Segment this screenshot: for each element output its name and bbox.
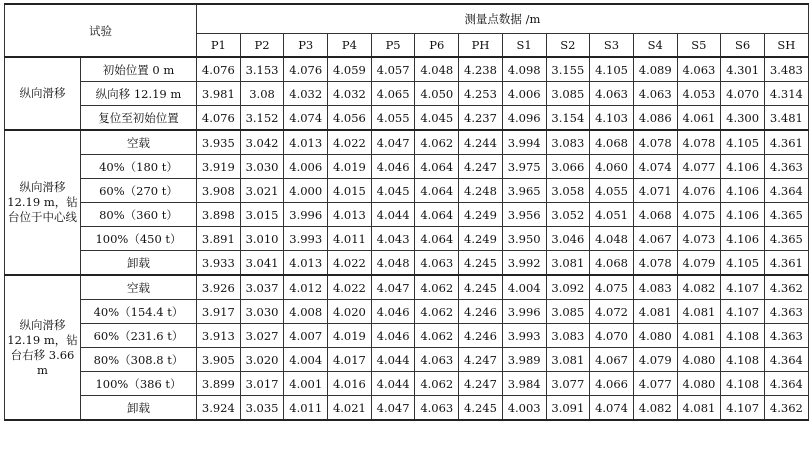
- value-cell: 4.011: [284, 396, 328, 421]
- value-cell: 4.007: [284, 324, 328, 348]
- value-cell: 4.063: [415, 396, 459, 421]
- point-header-p6: P6: [415, 34, 459, 58]
- value-cell: 4.011: [328, 227, 372, 251]
- value-cell: 4.061: [677, 106, 721, 131]
- value-cell: 4.081: [677, 324, 721, 348]
- value-cell: 4.017: [328, 348, 372, 372]
- table-row: [5, 106, 809, 131]
- value-cell: 4.107: [721, 275, 765, 300]
- value-cell: 3.037: [240, 275, 284, 300]
- value-cell: 3.908: [197, 179, 241, 203]
- value-cell: 4.246: [459, 324, 503, 348]
- value-cell: 3.992: [502, 251, 546, 276]
- value-cell: 4.106: [721, 203, 765, 227]
- value-cell: 4.106: [721, 179, 765, 203]
- group-label: 纵向滑移: [5, 57, 81, 130]
- value-cell: 4.314: [764, 82, 808, 106]
- condition-cell: 100%（386 t）: [81, 372, 197, 396]
- value-cell: 4.044: [371, 372, 415, 396]
- value-cell: 4.105: [721, 130, 765, 155]
- value-cell: 4.076: [197, 106, 241, 131]
- value-cell: 4.105: [721, 251, 765, 276]
- value-cell: 4.062: [415, 300, 459, 324]
- value-cell: 3.935: [197, 130, 241, 155]
- value-cell: 3.996: [284, 203, 328, 227]
- value-cell: 4.063: [415, 251, 459, 276]
- value-cell: 4.364: [764, 372, 808, 396]
- value-cell: 4.045: [371, 179, 415, 203]
- value-cell: 4.076: [677, 179, 721, 203]
- value-cell: 3.924: [197, 396, 241, 421]
- value-cell: 4.013: [328, 203, 372, 227]
- value-cell: 3.010: [240, 227, 284, 251]
- value-cell: 4.063: [633, 82, 677, 106]
- value-cell: 4.070: [721, 82, 765, 106]
- value-cell: 4.046: [371, 324, 415, 348]
- value-cell: 4.074: [633, 155, 677, 179]
- value-cell: 4.064: [415, 227, 459, 251]
- value-cell: 4.022: [328, 275, 372, 300]
- condition-cell: 40%（154.4 t）: [81, 300, 197, 324]
- value-cell: 4.064: [415, 179, 459, 203]
- value-cell: 4.006: [502, 82, 546, 106]
- value-cell: 4.247: [459, 348, 503, 372]
- value-cell: 4.106: [721, 155, 765, 179]
- table-header: [5, 4, 809, 57]
- value-cell: 4.073: [677, 227, 721, 251]
- value-cell: 4.365: [764, 203, 808, 227]
- value-cell: 4.245: [459, 396, 503, 421]
- value-cell: 3.021: [240, 179, 284, 203]
- value-cell: 3.08: [240, 82, 284, 106]
- value-cell: 3.933: [197, 251, 241, 276]
- value-cell: 3.965: [502, 179, 546, 203]
- value-cell: 4.080: [633, 324, 677, 348]
- value-cell: 4.246: [459, 300, 503, 324]
- table-row: [5, 203, 809, 227]
- value-cell: 4.253: [459, 82, 503, 106]
- value-cell: 3.899: [197, 372, 241, 396]
- value-cell: 4.008: [284, 300, 328, 324]
- value-cell: 4.074: [284, 106, 328, 131]
- value-cell: 4.020: [328, 300, 372, 324]
- value-cell: 4.055: [371, 106, 415, 131]
- table-row: [5, 130, 809, 155]
- value-cell: 4.068: [590, 251, 634, 276]
- point-header-s2: S2: [546, 34, 590, 58]
- value-cell: 4.004: [502, 275, 546, 300]
- value-cell: 4.083: [633, 275, 677, 300]
- value-cell: 3.041: [240, 251, 284, 276]
- value-cell: 4.107: [721, 300, 765, 324]
- value-cell: 4.048: [371, 251, 415, 276]
- value-cell: 4.050: [415, 82, 459, 106]
- value-cell: 4.068: [633, 203, 677, 227]
- condition-cell: 80%（308.8 t）: [81, 348, 197, 372]
- value-cell: 3.891: [197, 227, 241, 251]
- value-cell: 4.078: [677, 130, 721, 155]
- value-cell: 4.076: [284, 57, 328, 82]
- condition-cell: 纵向移 12.19 m: [81, 82, 197, 106]
- value-cell: 3.481: [764, 106, 808, 131]
- value-cell: 4.062: [415, 130, 459, 155]
- table-row: [5, 82, 809, 106]
- value-cell: 4.000: [284, 179, 328, 203]
- value-cell: 4.012: [284, 275, 328, 300]
- value-cell: 4.076: [197, 57, 241, 82]
- condition-cell: 卸载: [81, 251, 197, 276]
- value-cell: 3.077: [546, 372, 590, 396]
- value-cell: 3.015: [240, 203, 284, 227]
- value-cell: 4.362: [764, 275, 808, 300]
- value-cell: 4.063: [415, 348, 459, 372]
- value-cell: 3.083: [546, 324, 590, 348]
- value-cell: 4.048: [415, 57, 459, 82]
- value-cell: 3.993: [284, 227, 328, 251]
- value-cell: 4.108: [721, 348, 765, 372]
- group-label: 纵向滑移 12.19 m，钻台右移 3.66 m: [5, 275, 81, 420]
- value-cell: 4.248: [459, 179, 503, 203]
- table-row: [5, 155, 809, 179]
- value-cell: 4.237: [459, 106, 503, 131]
- table-row: [5, 251, 809, 276]
- value-cell: 3.994: [502, 130, 546, 155]
- measurement-table: [4, 3, 809, 421]
- value-cell: 3.035: [240, 396, 284, 421]
- value-cell: 4.086: [633, 106, 677, 131]
- value-cell: 4.044: [371, 203, 415, 227]
- value-cell: 3.926: [197, 275, 241, 300]
- value-cell: 3.085: [546, 82, 590, 106]
- table-row: [5, 348, 809, 372]
- value-cell: 4.068: [590, 130, 634, 155]
- value-cell: 4.001: [284, 372, 328, 396]
- value-cell: 4.022: [328, 130, 372, 155]
- value-cell: 4.238: [459, 57, 503, 82]
- value-cell: 4.064: [415, 155, 459, 179]
- value-cell: 4.364: [764, 348, 808, 372]
- value-cell: 4.361: [764, 130, 808, 155]
- point-header-s1: S1: [502, 34, 546, 58]
- value-cell: 4.057: [371, 57, 415, 82]
- value-cell: 4.016: [328, 372, 372, 396]
- condition-cell: 100%（450 t）: [81, 227, 197, 251]
- value-cell: 4.244: [459, 130, 503, 155]
- value-cell: 4.106: [721, 227, 765, 251]
- value-cell: 4.046: [371, 155, 415, 179]
- point-header-p2: P2: [240, 34, 284, 58]
- header-row: [5, 4, 809, 34]
- value-cell: 4.047: [371, 275, 415, 300]
- value-cell: 4.361: [764, 251, 808, 276]
- value-cell: 3.092: [546, 275, 590, 300]
- value-cell: 4.060: [590, 155, 634, 179]
- value-cell: 4.063: [590, 82, 634, 106]
- value-cell: 4.107: [721, 396, 765, 421]
- value-cell: 4.077: [677, 155, 721, 179]
- value-cell: 4.004: [284, 348, 328, 372]
- value-cell: 4.362: [764, 396, 808, 421]
- value-cell: 3.913: [197, 324, 241, 348]
- condition-cell: 60%（270 t）: [81, 179, 197, 203]
- value-cell: 4.079: [633, 348, 677, 372]
- value-cell: 3.981: [197, 82, 241, 106]
- value-cell: 4.045: [415, 106, 459, 131]
- value-cell: 4.046: [371, 300, 415, 324]
- value-cell: 4.064: [415, 203, 459, 227]
- value-cell: 4.364: [764, 179, 808, 203]
- value-cell: 3.984: [502, 372, 546, 396]
- value-cell: 3.975: [502, 155, 546, 179]
- table-row: [5, 57, 809, 82]
- point-header-s3: S3: [590, 34, 634, 58]
- value-cell: 4.062: [415, 324, 459, 348]
- table-row: [5, 300, 809, 324]
- value-cell: 3.091: [546, 396, 590, 421]
- value-cell: 4.043: [371, 227, 415, 251]
- point-header-p1: P1: [197, 34, 241, 58]
- value-cell: 4.249: [459, 203, 503, 227]
- value-cell: 4.363: [764, 300, 808, 324]
- value-cell: 4.006: [284, 155, 328, 179]
- value-cell: 4.300: [721, 106, 765, 131]
- value-cell: 4.075: [677, 203, 721, 227]
- value-cell: 4.067: [633, 227, 677, 251]
- value-cell: 4.022: [328, 251, 372, 276]
- value-cell: 4.245: [459, 275, 503, 300]
- value-cell: 4.053: [677, 82, 721, 106]
- value-cell: 4.021: [328, 396, 372, 421]
- value-cell: 4.032: [328, 82, 372, 106]
- value-cell: 4.047: [371, 130, 415, 155]
- value-cell: 4.078: [633, 130, 677, 155]
- value-cell: 4.062: [415, 372, 459, 396]
- point-header-s5: S5: [677, 34, 721, 58]
- condition-cell: 空载: [81, 130, 197, 155]
- value-cell: 3.020: [240, 348, 284, 372]
- table-body: [5, 57, 809, 420]
- value-cell: 4.301: [721, 57, 765, 82]
- condition-cell: 空载: [81, 275, 197, 300]
- value-cell: 4.066: [590, 372, 634, 396]
- value-cell: 3.085: [546, 300, 590, 324]
- value-cell: 3.898: [197, 203, 241, 227]
- value-cell: 4.051: [590, 203, 634, 227]
- value-cell: 4.062: [415, 275, 459, 300]
- value-cell: 4.089: [633, 57, 677, 82]
- condition-cell: 卸载: [81, 396, 197, 421]
- value-cell: 4.055: [590, 179, 634, 203]
- value-cell: 4.019: [328, 155, 372, 179]
- table-row: [5, 372, 809, 396]
- condition-cell: 初始位置 0 m: [81, 57, 197, 82]
- point-header-p5: P5: [371, 34, 415, 58]
- value-cell: 3.083: [546, 130, 590, 155]
- table-row: [5, 179, 809, 203]
- value-cell: 4.056: [328, 106, 372, 131]
- condition-cell: 复位至初始位置: [81, 106, 197, 131]
- value-cell: 4.003: [502, 396, 546, 421]
- value-cell: 4.080: [677, 348, 721, 372]
- value-cell: 4.074: [590, 396, 634, 421]
- value-cell: 4.247: [459, 155, 503, 179]
- table-row: [5, 324, 809, 348]
- value-cell: 3.154: [546, 106, 590, 131]
- value-cell: 4.096: [502, 106, 546, 131]
- value-cell: 4.015: [328, 179, 372, 203]
- value-cell: 4.081: [677, 300, 721, 324]
- condition-cell: 40%（180 t）: [81, 155, 197, 179]
- value-cell: 3.030: [240, 300, 284, 324]
- value-cell: 4.044: [371, 348, 415, 372]
- table-row: [5, 227, 809, 251]
- value-cell: 3.027: [240, 324, 284, 348]
- value-cell: 4.013: [284, 130, 328, 155]
- group-label: 纵向滑移 12.19 m，钻台位于中心线: [5, 130, 81, 275]
- value-cell: 3.046: [546, 227, 590, 251]
- value-cell: 4.081: [677, 396, 721, 421]
- value-cell: 4.082: [677, 275, 721, 300]
- value-cell: 3.058: [546, 179, 590, 203]
- value-cell: 3.956: [502, 203, 546, 227]
- value-cell: 3.950: [502, 227, 546, 251]
- value-cell: 4.080: [677, 372, 721, 396]
- value-cell: 4.249: [459, 227, 503, 251]
- value-cell: 4.063: [677, 57, 721, 82]
- value-cell: 3.993: [502, 324, 546, 348]
- value-cell: 4.081: [633, 300, 677, 324]
- point-header-s4: S4: [633, 34, 677, 58]
- point-header-ph: PH: [459, 34, 503, 58]
- value-cell: 4.019: [328, 324, 372, 348]
- value-cell: 3.152: [240, 106, 284, 131]
- value-cell: 4.365: [764, 227, 808, 251]
- value-cell: 4.098: [502, 57, 546, 82]
- value-cell: 4.032: [284, 82, 328, 106]
- value-cell: 3.153: [240, 57, 284, 82]
- value-cell: 4.079: [677, 251, 721, 276]
- value-cell: 4.078: [633, 251, 677, 276]
- value-cell: 4.059: [328, 57, 372, 82]
- table-row: [5, 396, 809, 421]
- value-cell: 4.108: [721, 324, 765, 348]
- value-cell: 4.363: [764, 155, 808, 179]
- table-row: [5, 275, 809, 300]
- value-cell: 4.363: [764, 324, 808, 348]
- value-cell: 4.077: [633, 372, 677, 396]
- point-header-p4: P4: [328, 34, 372, 58]
- value-cell: 4.105: [590, 57, 634, 82]
- value-cell: 3.052: [546, 203, 590, 227]
- value-cell: 4.245: [459, 251, 503, 276]
- value-cell: 4.108: [721, 372, 765, 396]
- condition-cell: 80%（360 t）: [81, 203, 197, 227]
- value-cell: 4.065: [371, 82, 415, 106]
- point-header-sh: SH: [764, 34, 808, 58]
- value-cell: 4.072: [590, 300, 634, 324]
- value-cell: 3.905: [197, 348, 241, 372]
- point-header-p3: P3: [284, 34, 328, 58]
- value-cell: 4.047: [371, 396, 415, 421]
- value-cell: 4.070: [590, 324, 634, 348]
- value-cell: 3.030: [240, 155, 284, 179]
- value-cell: 4.013: [284, 251, 328, 276]
- point-header-s6: S6: [721, 34, 765, 58]
- value-cell: 4.067: [590, 348, 634, 372]
- value-cell: 4.075: [590, 275, 634, 300]
- value-cell: 3.155: [546, 57, 590, 82]
- value-cell: 3.917: [197, 300, 241, 324]
- value-cell: 4.103: [590, 106, 634, 131]
- value-cell: 3.017: [240, 372, 284, 396]
- value-cell: 4.048: [590, 227, 634, 251]
- value-cell: 3.081: [546, 251, 590, 276]
- value-cell: 3.996: [502, 300, 546, 324]
- value-cell: 3.919: [197, 155, 241, 179]
- value-cell: 3.989: [502, 348, 546, 372]
- measurement-header: 测量点数据 /m: [197, 4, 809, 34]
- value-cell: 3.042: [240, 130, 284, 155]
- value-cell: 3.483: [764, 57, 808, 82]
- condition-cell: 60%（231.6 t）: [81, 324, 197, 348]
- value-cell: 4.082: [633, 396, 677, 421]
- test-header: 试验: [5, 4, 197, 57]
- value-cell: 4.071: [633, 179, 677, 203]
- value-cell: 3.081: [546, 348, 590, 372]
- value-cell: 3.066: [546, 155, 590, 179]
- value-cell: 4.247: [459, 372, 503, 396]
